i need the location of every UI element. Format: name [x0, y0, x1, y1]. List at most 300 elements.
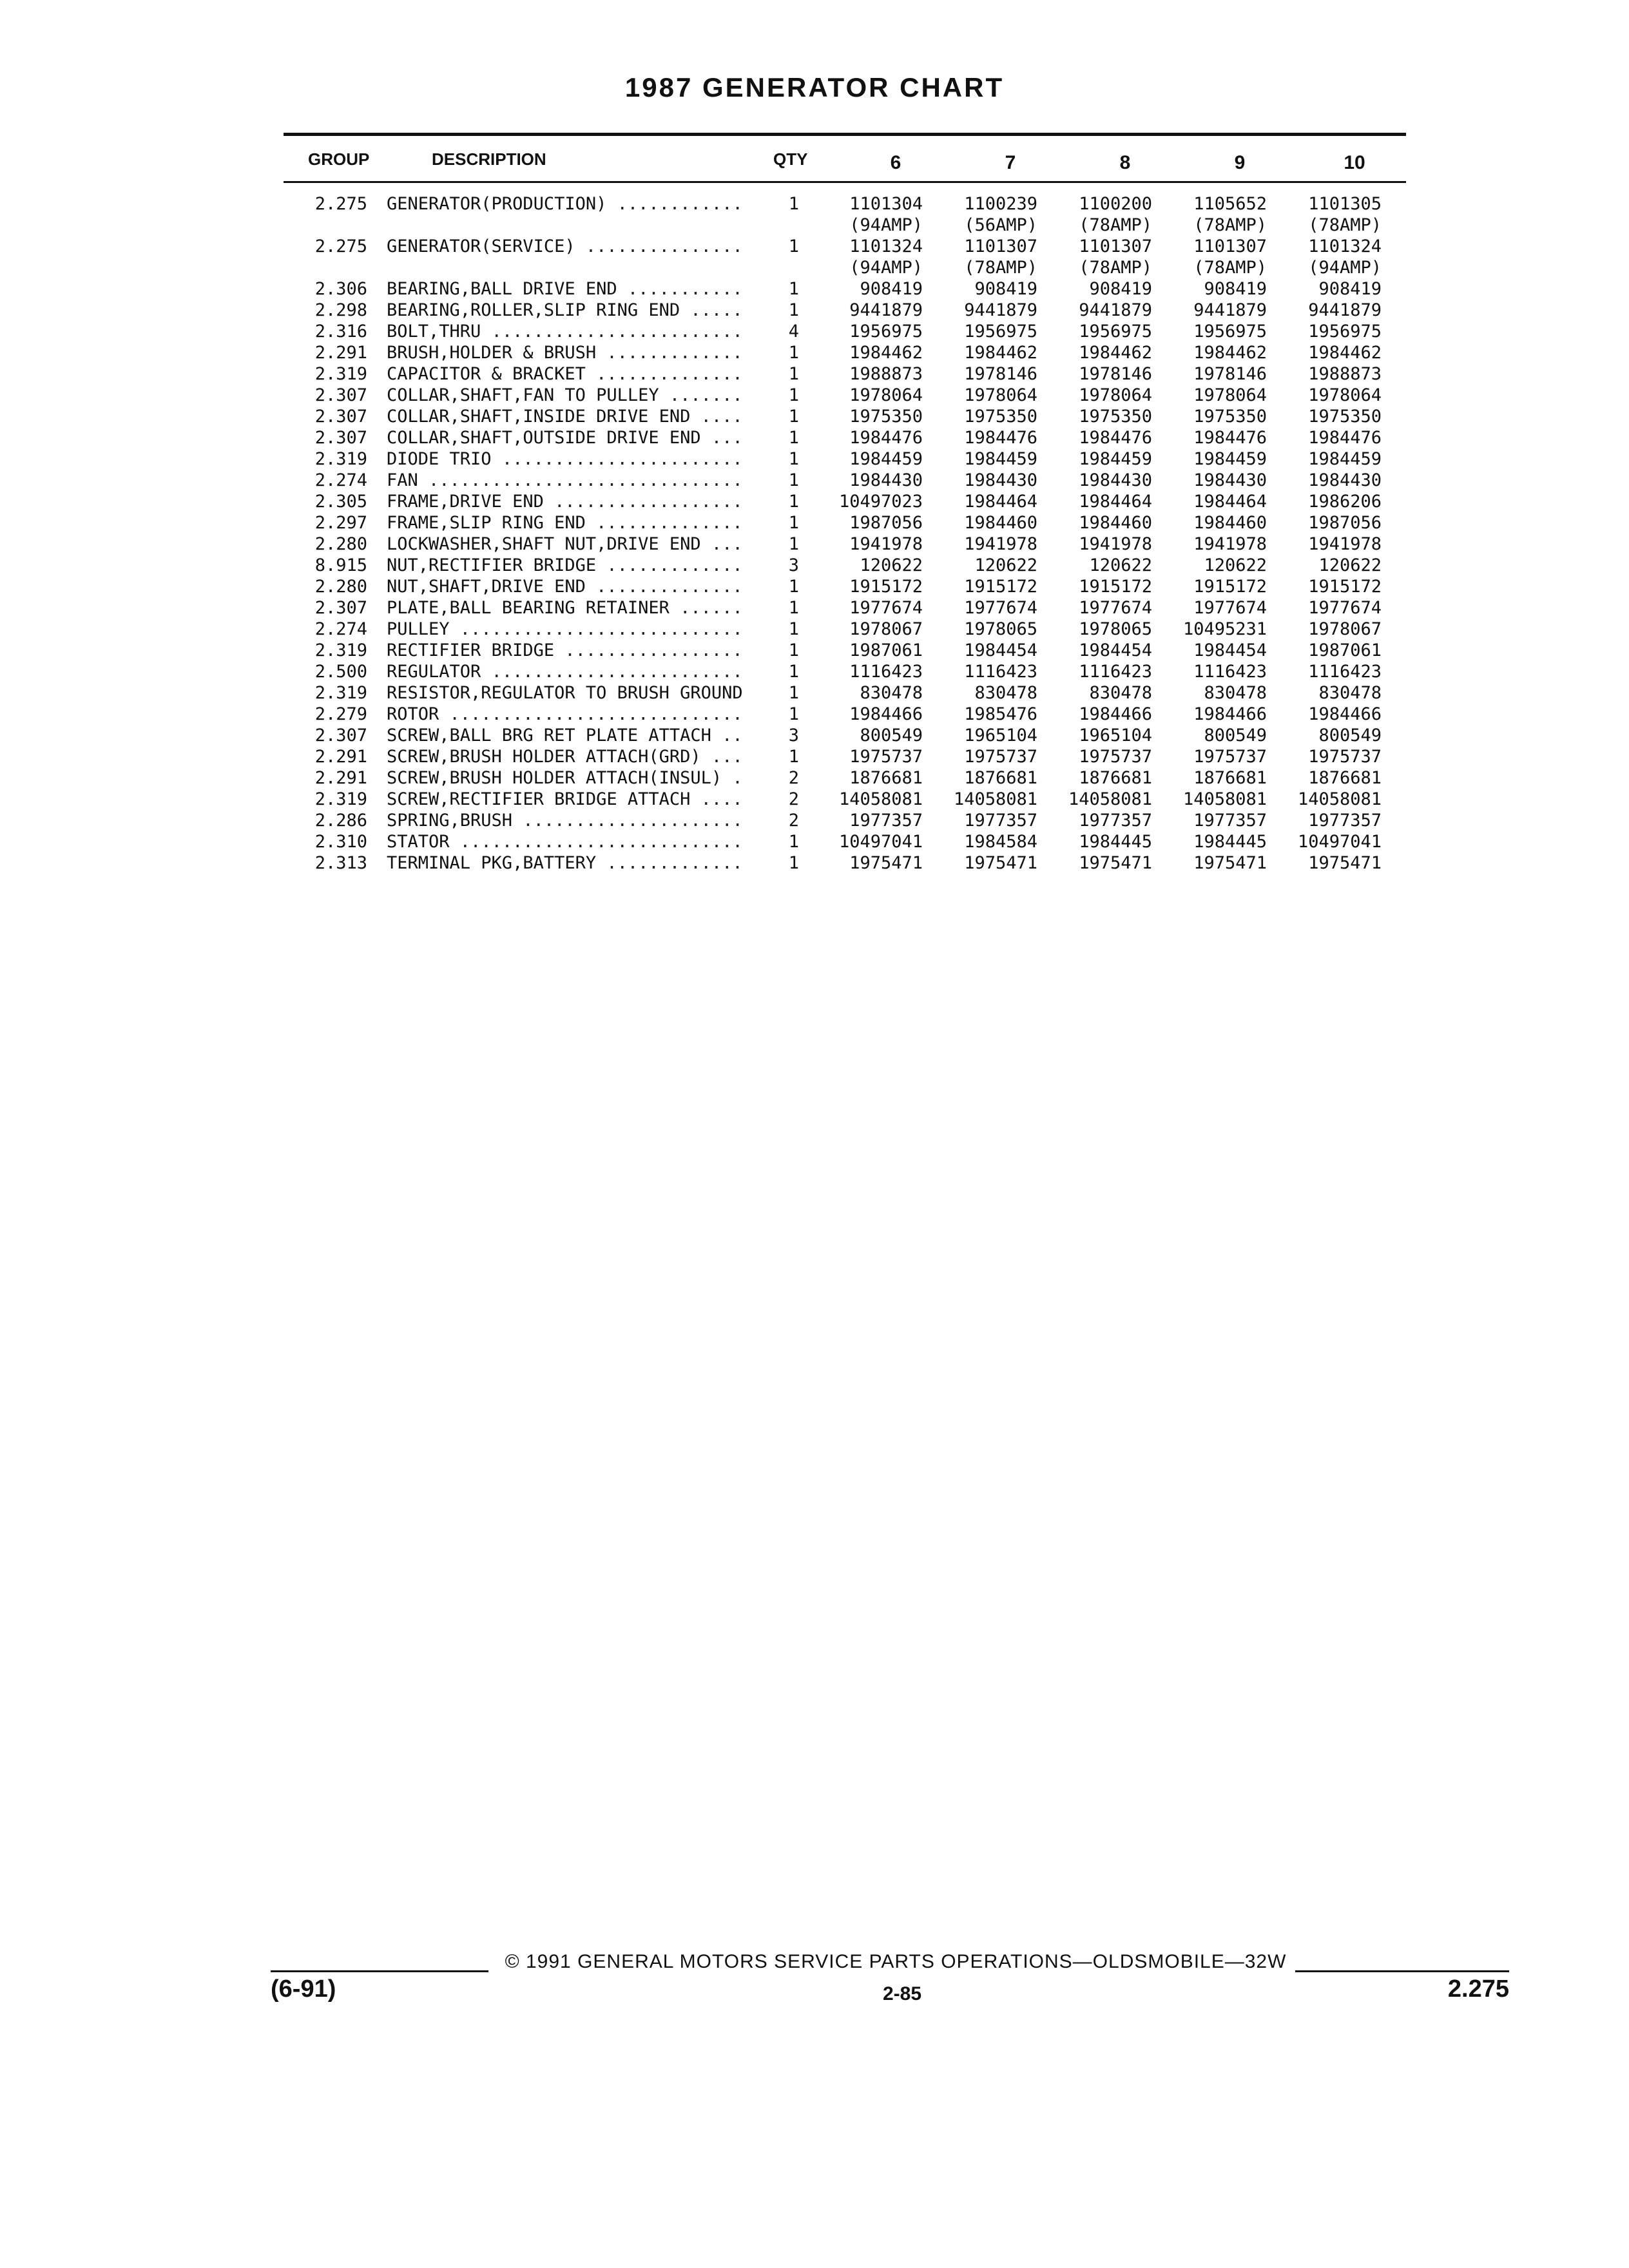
table-row	[0, 236, 1629, 257]
row-description	[387, 619, 773, 640]
table-row	[0, 597, 1629, 619]
row-part-number: 1984459	[1308, 449, 1382, 469]
row-part-number: 1986206	[1308, 492, 1382, 512]
row-part-number: 1984454	[1079, 640, 1152, 660]
row-part-number: 1978146	[1079, 364, 1152, 384]
row-description	[387, 746, 773, 767]
row-part-number: 10497023	[838, 492, 923, 512]
row-description-text: SCREW,RECTIFIER BRIDGE ATTACH	[387, 789, 691, 809]
row-part-number: 1101305	[1308, 194, 1382, 214]
row-dot-leader: ........................	[481, 662, 753, 682]
row-part-number: 1984459	[849, 449, 923, 469]
row-part-number: 908419	[974, 279, 1037, 299]
row-dot-leader: ............................	[439, 704, 753, 724]
table-row	[0, 789, 1629, 810]
row-part-number: 1984460	[1193, 513, 1267, 533]
row-dot-leader: ...	[700, 534, 753, 554]
row-qty: 1	[788, 640, 799, 660]
row-dot-leader: ..............................	[418, 470, 753, 490]
row-part-number: 1975471	[1079, 853, 1152, 873]
row-part-number: 1975350	[1193, 407, 1267, 427]
row-part-number: (78AMP)	[1079, 258, 1152, 278]
row-part-number: 1116423	[1308, 662, 1382, 682]
row-description	[387, 491, 773, 512]
header-col-7: 7	[1005, 152, 1016, 173]
row-part-number: 1985476	[964, 704, 1037, 724]
row-part-number: 1984462	[1079, 343, 1152, 363]
row-part-number: 1915172	[1193, 577, 1267, 597]
row-part-number: 9441879	[849, 300, 923, 320]
row-part-number: 14058081	[953, 789, 1037, 809]
header-group: GROUP	[308, 149, 370, 169]
row-description	[387, 512, 773, 533]
row-dot-leader: .......	[659, 385, 753, 405]
table-row	[0, 470, 1629, 491]
row-part-number: 1975471	[964, 853, 1037, 873]
row-part-number: 1977357	[1308, 811, 1382, 831]
row-part-number: 1876681	[1308, 768, 1382, 788]
table-row	[0, 321, 1629, 342]
row-dot-leader: .............	[596, 555, 753, 575]
row-description-text: GENERATOR(SERVICE)	[387, 236, 575, 256]
row-part-number: 830478	[1089, 683, 1152, 703]
row-part-number: 1956975	[1079, 322, 1152, 341]
row-group: 2.319	[314, 640, 367, 660]
row-part-number: 1977357	[1193, 811, 1267, 831]
table-row	[0, 704, 1629, 725]
row-group: 2.316	[314, 322, 367, 341]
row-part-number: 120622	[974, 555, 1037, 575]
row-dot-leader: ..............	[585, 577, 753, 597]
row-description-text: COLLAR,SHAFT,INSIDE DRIVE END	[387, 407, 691, 427]
row-qty: 1	[788, 747, 799, 767]
row-part-number: 1978064	[1079, 385, 1152, 405]
row-group: 2.305	[314, 492, 367, 512]
row-part-number: 908419	[1318, 279, 1382, 299]
table-row	[0, 533, 1629, 555]
table-row	[0, 831, 1629, 852]
row-qty: 1	[788, 364, 799, 384]
footer-section-number: 2.275	[1447, 1975, 1509, 2003]
row-part-number: 1984476	[1079, 428, 1152, 448]
row-description-text: SPRING,BRUSH	[387, 811, 513, 831]
row-description	[387, 767, 773, 789]
row-part-number: 1984430	[1193, 470, 1267, 490]
table-row	[0, 852, 1629, 874]
row-dot-leader: ........................	[481, 322, 753, 341]
header-col-8: 8	[1119, 152, 1131, 173]
row-part-number: 10495231	[1182, 619, 1267, 639]
row-part-number: 1978064	[849, 385, 923, 405]
row-description-text: FAN	[387, 470, 418, 490]
footer-date: (6-91)	[271, 1975, 336, 2003]
row-part-number: 1116423	[1079, 662, 1152, 682]
row-part-number: 1984584	[964, 832, 1037, 852]
row-dot-leader: .............	[596, 853, 753, 873]
row-part-number: 1984445	[1193, 832, 1267, 852]
row-part-number: 1984462	[849, 343, 923, 363]
row-qty: 1	[788, 492, 799, 512]
row-description	[387, 448, 773, 470]
row-part-number: 1975471	[1308, 853, 1382, 873]
header-col-6: 6	[890, 152, 901, 173]
table-row	[0, 491, 1629, 512]
row-qty: 1	[788, 449, 799, 469]
row-part-number: 1977357	[964, 811, 1037, 831]
row-part-number: 1876681	[964, 768, 1037, 788]
row-group: 2.500	[314, 662, 367, 682]
row-part-number: 1988873	[849, 364, 923, 384]
row-part-number: 1876681	[1079, 768, 1152, 788]
row-part-number: (78AMP)	[964, 258, 1037, 278]
row-group: 2.306	[314, 279, 367, 299]
row-description	[387, 278, 773, 300]
row-description-text: NUT,RECTIFIER BRIDGE	[387, 555, 597, 575]
row-description-text: FRAME,DRIVE END	[387, 492, 544, 512]
row-part-number: (78AMP)	[1193, 215, 1267, 235]
row-part-number: 1101304	[849, 194, 923, 214]
row-part-number: 1984460	[964, 513, 1037, 533]
row-description	[387, 300, 773, 321]
row-part-number: 1984466	[849, 704, 923, 724]
row-part-number: 1978146	[964, 364, 1037, 384]
row-part-number: 1984464	[1079, 492, 1152, 512]
row-part-number: 800549	[860, 726, 923, 745]
row-dot-leader: ............	[606, 194, 753, 214]
row-dot-leader: ...	[700, 428, 753, 448]
row-description	[387, 661, 773, 682]
row-qty: 1	[788, 704, 799, 724]
row-description-text: GENERATOR(PRODUCTION)	[387, 194, 607, 214]
row-part-number: 1965104	[964, 726, 1037, 745]
row-part-number: 1978065	[964, 619, 1037, 639]
row-part-number: 1984459	[964, 449, 1037, 469]
row-description	[387, 342, 773, 363]
row-qty: 1	[788, 577, 799, 597]
table-row	[0, 555, 1629, 576]
footer-rule-right	[1295, 1970, 1509, 1972]
row-part-number: 1956975	[1308, 322, 1382, 341]
row-group: 2.286	[314, 811, 367, 831]
row-part-number: 1941978	[964, 534, 1037, 554]
row-qty: 1	[788, 662, 799, 682]
row-description-text: ROTOR	[387, 704, 439, 724]
row-part-number: 1987056	[1308, 513, 1382, 533]
row-part-number: 1984430	[1079, 470, 1152, 490]
parts-table	[0, 193, 1629, 874]
row-group: 2.274	[314, 470, 367, 490]
row-qty: 1	[788, 534, 799, 554]
row-description	[387, 321, 773, 342]
row-part-number: 1116423	[964, 662, 1037, 682]
row-qty: 1	[788, 428, 799, 448]
row-qty: 1	[788, 619, 799, 639]
row-group: 2.275	[314, 194, 367, 214]
row-group: 2.319	[314, 364, 367, 384]
row-dot-leader: ...........................	[449, 832, 753, 852]
table-row	[0, 448, 1629, 470]
row-part-number: 1956975	[849, 322, 923, 341]
row-group: 2.291	[314, 768, 367, 788]
table-row	[0, 725, 1629, 746]
row-part-number: 830478	[974, 683, 1037, 703]
table-row	[0, 619, 1629, 640]
header-rule-top	[284, 133, 1406, 136]
row-part-number: 1977357	[849, 811, 923, 831]
header-col-10: 10	[1344, 152, 1365, 173]
row-description-text: BEARING,BALL DRIVE END	[387, 279, 617, 299]
row-group: 2.307	[314, 385, 367, 405]
row-part-number: 1984476	[964, 428, 1037, 448]
row-part-number: 120622	[1204, 555, 1267, 575]
row-part-number: 14058081	[1182, 789, 1267, 809]
row-part-number: 1101324	[849, 236, 923, 256]
row-part-number: 830478	[1318, 683, 1382, 703]
row-part-number: 1984462	[1308, 343, 1382, 363]
table-row	[0, 215, 1629, 236]
row-description	[387, 385, 773, 406]
table-row	[0, 427, 1629, 448]
row-description	[387, 810, 773, 831]
table-row	[0, 363, 1629, 385]
row-description	[387, 704, 773, 725]
table-row	[0, 767, 1629, 789]
row-description	[387, 363, 773, 385]
row-part-number: 1984462	[1193, 343, 1267, 363]
row-part-number: 1984445	[1079, 832, 1152, 852]
row-group: 2.279	[314, 704, 367, 724]
row-group: 2.319	[314, 789, 367, 809]
table-row	[0, 682, 1629, 704]
row-dot-leader: .......................	[491, 449, 753, 469]
row-part-number: 1915172	[964, 577, 1037, 597]
row-part-number: (94AMP)	[849, 258, 923, 278]
row-description-text: BOLT,THRU	[387, 322, 481, 341]
row-part-number: 1876681	[849, 768, 923, 788]
row-part-number: 1956975	[964, 322, 1037, 341]
row-part-number: 1987056	[849, 513, 923, 533]
row-part-number: 14058081	[1297, 789, 1382, 809]
row-part-number: 1977674	[964, 598, 1037, 618]
row-description-text: COLLAR,SHAFT,OUTSIDE DRIVE END	[387, 428, 701, 448]
row-part-number: 800549	[1318, 726, 1382, 745]
row-part-number: 1984476	[1193, 428, 1267, 448]
footer-rule-left	[271, 1970, 488, 1972]
row-group: 2.298	[314, 300, 367, 320]
row-description-text: RECTIFIER BRIDGE	[387, 640, 555, 660]
row-part-number: 830478	[860, 683, 923, 703]
row-description-text: SCREW,BRUSH HOLDER ATTACH(INSUL)	[387, 768, 722, 788]
row-dot-leader: ..............	[585, 513, 753, 533]
row-part-number: 1984466	[1308, 704, 1382, 724]
row-part-number: 10497041	[1297, 832, 1382, 852]
row-dot-leader: ...........	[617, 279, 753, 299]
row-group: 2.275	[314, 236, 367, 256]
row-part-number: 1984466	[1193, 704, 1267, 724]
row-description	[387, 533, 773, 555]
row-qty: 1	[788, 385, 799, 405]
row-part-number: 1988873	[1308, 364, 1382, 384]
row-part-number: 1984454	[964, 640, 1037, 660]
row-group: 2.319	[314, 683, 367, 703]
row-part-number: 1100200	[1079, 194, 1152, 214]
row-qty: 1	[788, 279, 799, 299]
table-row	[0, 278, 1629, 300]
row-group: 2.313	[314, 853, 367, 873]
row-description-text: SCREW,BALL BRG RET PLATE ATTACH	[387, 726, 711, 745]
row-part-number: 1978064	[1193, 385, 1267, 405]
row-dot-leader: ....	[690, 407, 753, 427]
row-description-text: LOCKWASHER,SHAFT NUT,DRIVE END	[387, 534, 701, 554]
row-part-number: 1116423	[1193, 662, 1267, 682]
row-group: 2.280	[314, 534, 367, 554]
row-part-number: 1101307	[1193, 236, 1267, 256]
row-part-number: 1977357	[1079, 811, 1152, 831]
header-rule-bottom	[284, 181, 1406, 183]
row-description	[387, 427, 773, 448]
row-part-number: 908419	[1204, 279, 1267, 299]
row-description	[387, 852, 773, 874]
row-part-number: 1975471	[849, 853, 923, 873]
row-description-text: DIODE TRIO	[387, 449, 492, 469]
row-part-number: 1975737	[1079, 747, 1152, 767]
row-part-number: 1101307	[1079, 236, 1152, 256]
row-part-number: 120622	[1089, 555, 1152, 575]
row-description	[387, 831, 773, 852]
row-qty: 1	[788, 343, 799, 363]
table-row	[0, 576, 1629, 597]
row-qty: 1	[788, 832, 799, 852]
row-description	[387, 193, 773, 215]
row-part-number: 1984459	[1079, 449, 1152, 469]
table-row	[0, 300, 1629, 321]
row-group: 2.291	[314, 343, 367, 363]
row-part-number: 9441879	[1308, 300, 1382, 320]
row-qty: 1	[788, 236, 799, 256]
row-part-number: 1915172	[1308, 577, 1382, 597]
row-part-number: 1977674	[849, 598, 923, 618]
row-part-number: 1984430	[964, 470, 1037, 490]
row-description	[387, 640, 773, 661]
row-group: 2.307	[314, 407, 367, 427]
row-part-number: 800549	[1204, 726, 1267, 745]
row-part-number: 1984430	[1308, 470, 1382, 490]
row-description-text: PLATE,BALL BEARING RETAINER	[387, 598, 670, 618]
row-description	[387, 597, 773, 619]
row-part-number: 830478	[1204, 683, 1267, 703]
row-part-number: 1975350	[964, 407, 1037, 427]
row-part-number: 1105652	[1193, 194, 1267, 214]
row-part-number: 1977674	[1193, 598, 1267, 618]
row-description-text: BRUSH,HOLDER & BRUSH	[387, 343, 597, 363]
row-description-text: REGULATOR	[387, 662, 481, 682]
row-group: 2.280	[314, 577, 367, 597]
row-dot-leader: ..................	[543, 492, 753, 512]
row-part-number: 1984464	[1193, 492, 1267, 512]
row-part-number: 1975471	[1193, 853, 1267, 873]
row-part-number: (78AMP)	[1308, 215, 1382, 235]
row-qty: 1	[788, 683, 799, 703]
row-part-number: 1975737	[1193, 747, 1267, 767]
row-description-text: NUT,SHAFT,DRIVE END	[387, 577, 586, 597]
row-dot-leader: ..............	[585, 364, 753, 384]
row-part-number: 1975737	[1308, 747, 1382, 767]
row-group: 2.307	[314, 598, 367, 618]
row-group: 2.291	[314, 747, 367, 767]
page-title: 1987 GENERATOR CHART	[624, 72, 1005, 102]
row-dot-leader: .....	[680, 300, 753, 320]
table-row	[0, 385, 1629, 406]
row-qty: 1	[788, 598, 799, 618]
row-part-number: 1975737	[849, 747, 923, 767]
row-part-number: 1941978	[1079, 534, 1152, 554]
row-part-number: 908419	[860, 279, 923, 299]
header-description: DESCRIPTION	[432, 149, 546, 169]
row-part-number: 1984476	[849, 428, 923, 448]
table-row	[0, 661, 1629, 682]
row-dot-leader: .................	[554, 640, 753, 660]
row-group: 2.307	[314, 428, 367, 448]
row-description	[387, 555, 773, 576]
row-part-number: 9441879	[1193, 300, 1267, 320]
row-part-number: 1965104	[1079, 726, 1152, 745]
table-row	[0, 342, 1629, 363]
table-row	[0, 257, 1629, 278]
row-part-number: 10497041	[838, 832, 923, 852]
row-qty: 1	[788, 513, 799, 533]
row-part-number: 1975350	[1308, 407, 1382, 427]
row-part-number: 1987061	[1308, 640, 1382, 660]
footer-copyright: © 1991 GENERAL MOTORS SERVICE PARTS OPERATIONS—OLDSMOBILE—32W	[505, 1951, 1287, 1972]
row-qty: 3	[788, 555, 799, 575]
row-part-number: (94AMP)	[849, 215, 923, 235]
row-description	[387, 576, 773, 597]
row-qty: 2	[788, 768, 799, 788]
row-dot-leader	[743, 683, 753, 703]
row-part-number: 908419	[1089, 279, 1152, 299]
row-part-number: 1101307	[964, 236, 1037, 256]
row-qty: 1	[788, 194, 799, 214]
row-part-number: 1116423	[849, 662, 923, 682]
row-qty: 1	[788, 407, 799, 427]
row-group: 2.297	[314, 513, 367, 533]
row-part-number: 1987061	[849, 640, 923, 660]
row-part-number: 1977674	[1079, 598, 1152, 618]
row-part-number: 1984476	[1308, 428, 1382, 448]
row-part-number: 1984430	[849, 470, 923, 490]
row-qty: 3	[788, 726, 799, 745]
row-part-number: (78AMP)	[1193, 258, 1267, 278]
header-qty: QTY	[773, 149, 808, 169]
table-row	[0, 810, 1629, 831]
row-description-text: CAPACITOR & BRACKET	[387, 364, 586, 384]
row-qty: 1	[788, 300, 799, 320]
row-description	[387, 682, 773, 704]
row-part-number: (94AMP)	[1308, 258, 1382, 278]
row-description-text: PULLEY	[387, 619, 450, 639]
table-row	[0, 746, 1629, 767]
row-part-number: 1975350	[849, 407, 923, 427]
row-part-number: 1975350	[1079, 407, 1152, 427]
row-dot-leader: .............	[596, 343, 753, 363]
row-qty: 1	[788, 470, 799, 490]
row-qty: 1	[788, 853, 799, 873]
row-part-number: 1956975	[1193, 322, 1267, 341]
row-description-text: COLLAR,SHAFT,FAN TO PULLEY	[387, 385, 659, 405]
row-qty: 2	[788, 811, 799, 831]
row-part-number: 120622	[1318, 555, 1382, 575]
row-dot-leader: .....................	[512, 811, 753, 831]
